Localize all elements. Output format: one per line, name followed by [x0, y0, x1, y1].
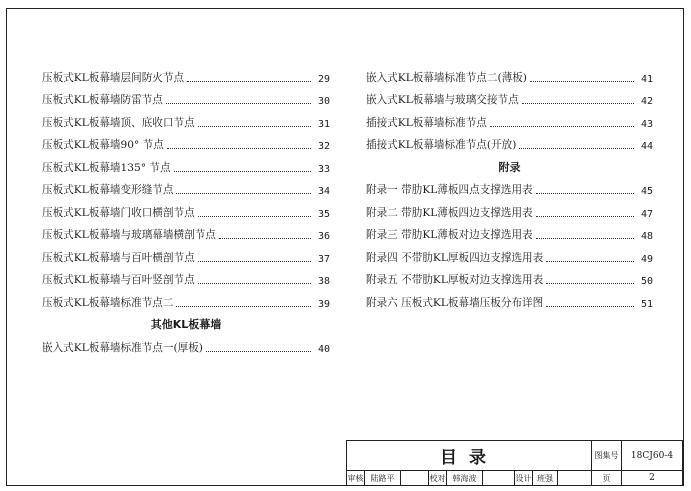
toc-entry-page: 44: [640, 141, 653, 152]
toc-entry-title: 压板式KL板幕墙135° 节点: [42, 161, 171, 174]
page-number: 2: [622, 471, 683, 486]
toc-entry-page: 37: [317, 253, 330, 265]
toc-entry-title: 嵌入式KL板幕墙标准节点一(厚板): [42, 341, 203, 354]
toc-entry: [366, 107, 653, 130]
toc-leader-dots: [174, 171, 311, 172]
toc-leader-dots: [536, 238, 634, 239]
reviewer-signature: [401, 471, 429, 486]
toc-leader-dots: [167, 148, 311, 149]
toc-entry-page: 49: [640, 253, 653, 265]
toc-entry-title: 压板式KL板幕墙顶、底收口节点: [42, 116, 195, 129]
toc-entry-title: 压板式KL板幕墙与百叶横剖节点: [42, 251, 195, 264]
toc-section-heading: 其他KL板幕墙: [150, 318, 222, 331]
toc-entry-page: 39: [317, 298, 330, 310]
toc-leader-dots: [546, 306, 634, 307]
toc-leader-dots: [166, 103, 311, 104]
toc-leader-dots: [219, 238, 311, 239]
toc-entry-page: 50: [640, 276, 653, 287]
toc-leader-dots: [176, 306, 311, 307]
atlas-number: 18CJ60-4: [622, 441, 683, 471]
toc-right-column: [366, 62, 653, 310]
toc-entry-page: 41: [640, 73, 653, 85]
review-label: 审核: [347, 471, 365, 486]
toc-entry: [366, 175, 653, 198]
toc-entry: [42, 107, 330, 130]
checker-name: 韩海波: [447, 471, 483, 486]
toc-entry: [366, 130, 653, 153]
toc-leader-dots: [519, 148, 634, 149]
toc-entry: [42, 85, 330, 108]
toc-entry: [366, 85, 653, 108]
page-label: 页: [592, 471, 622, 486]
toc-leader-dots: [187, 81, 311, 82]
toc-entry-title: 压板式KL板幕墙门收口横剖节点: [42, 206, 195, 219]
toc-entry-page: 29: [317, 73, 330, 85]
toc-entry: [42, 287, 330, 310]
toc-entry-page: 34: [317, 186, 330, 197]
toc-entry-title: 压板式KL板幕墙层间防火节点: [42, 71, 185, 84]
toc-leader-dots: [536, 216, 634, 217]
toc-entry-title: 插接式KL板幕墙标准节点(开放): [366, 139, 517, 151]
toc-entry: [42, 242, 330, 265]
toc-leader-dots: [546, 261, 634, 262]
toc-entry: [42, 332, 330, 355]
toc-leader-dots: [198, 126, 311, 127]
toc-entry-page: 40: [317, 343, 330, 355]
toc-entry: [366, 220, 653, 243]
toc-entry: [42, 265, 330, 288]
toc-leader-dots: [206, 351, 311, 352]
toc-entry-title: 压板式KL板幕墙与玻璃幕墙横剖节点: [42, 229, 216, 241]
toc-entry-page: 33: [317, 163, 330, 175]
toc-entry-page: 35: [317, 208, 330, 220]
toc-entry-page: 47: [640, 208, 653, 220]
toc-leader-dots: [536, 193, 634, 194]
toc-entry-title: 压板式KL板幕墙与百叶竖剖节点: [42, 274, 195, 286]
document-title: 目录: [347, 441, 592, 471]
toc-entry: [366, 197, 653, 220]
toc-leader-dots: [490, 126, 634, 127]
toc-entry: [42, 62, 330, 85]
toc-entry: [42, 152, 330, 175]
toc-entry: [366, 62, 653, 85]
toc-entry-page: 43: [640, 118, 653, 130]
toc-entry-page: 48: [640, 231, 653, 242]
toc-entry-title: 压板式KL板幕墙标准节点二: [42, 296, 174, 309]
toc-entry-title: 附录四 不带肋KL厚板四边支撑选用表: [366, 251, 544, 264]
toc-entry-page: 31: [317, 118, 330, 130]
design-label: 设计: [515, 471, 533, 486]
toc-entry-title: 压板式KL板幕墙变形缝节点: [42, 184, 174, 196]
toc-leader-dots: [198, 216, 311, 217]
toc-entry: [366, 242, 653, 265]
toc-entry-title: 嵌入式KL板幕墙与玻璃交接节点: [366, 94, 519, 106]
check-label: 校对: [429, 471, 447, 486]
atlas-label: 图集号: [592, 441, 622, 471]
toc-entry-page: 38: [317, 276, 330, 287]
toc-entry-page: 51: [640, 298, 653, 310]
toc-entry-title: 嵌入式KL板幕墙标准节点二(薄板): [366, 71, 527, 84]
toc-leader-dots: [198, 283, 311, 284]
toc-entry-page: 36: [317, 231, 330, 242]
toc-entry-title: 压板式KL板幕墙90° 节点: [42, 139, 164, 151]
toc-leader-dots: [546, 283, 634, 284]
toc-entry: [42, 220, 330, 243]
toc-entry-page: 45: [640, 186, 653, 197]
checker-signature: [483, 471, 515, 486]
title-block: [346, 440, 683, 486]
toc-entry-title: 附录六 压板式KL板幕墙压板分布详图: [366, 296, 544, 309]
toc-entry-title: 附录一 带肋KL薄板四点支撑选用表: [366, 184, 533, 196]
toc-entry: [42, 197, 330, 220]
toc-entry: [366, 265, 653, 288]
toc-entry-page: 42: [640, 96, 653, 107]
toc-entry: [42, 130, 330, 153]
toc-entry-title: 插接式KL板幕墙标准节点: [366, 116, 487, 129]
toc-entry-title: 附录五 不带肋KL厚板对边支撑选用表: [366, 274, 544, 286]
toc-leader-dots: [522, 103, 634, 104]
toc-leader-dots: [198, 261, 311, 262]
toc-section-heading: 附录: [498, 160, 521, 174]
toc-entry-title: 附录三 带肋KL薄板对边支撑选用表: [366, 229, 533, 241]
toc-left-column: [42, 62, 330, 355]
toc-entry-title: 压板式KL板幕墙防雷节点: [42, 94, 163, 106]
toc-entry: [366, 287, 653, 310]
toc-entry-title: 附录二 带肋KL薄板四边支撑选用表: [366, 206, 533, 219]
reviewer-name: 陆路平: [365, 471, 401, 486]
designer-signature: [558, 471, 592, 486]
toc-leader-dots: [176, 193, 311, 194]
toc-entry: [42, 175, 330, 198]
designer-name: 班强: [533, 471, 558, 486]
toc-entry-page: 32: [317, 141, 330, 152]
toc-entry-page: 30: [317, 96, 330, 107]
toc-leader-dots: [530, 81, 634, 82]
